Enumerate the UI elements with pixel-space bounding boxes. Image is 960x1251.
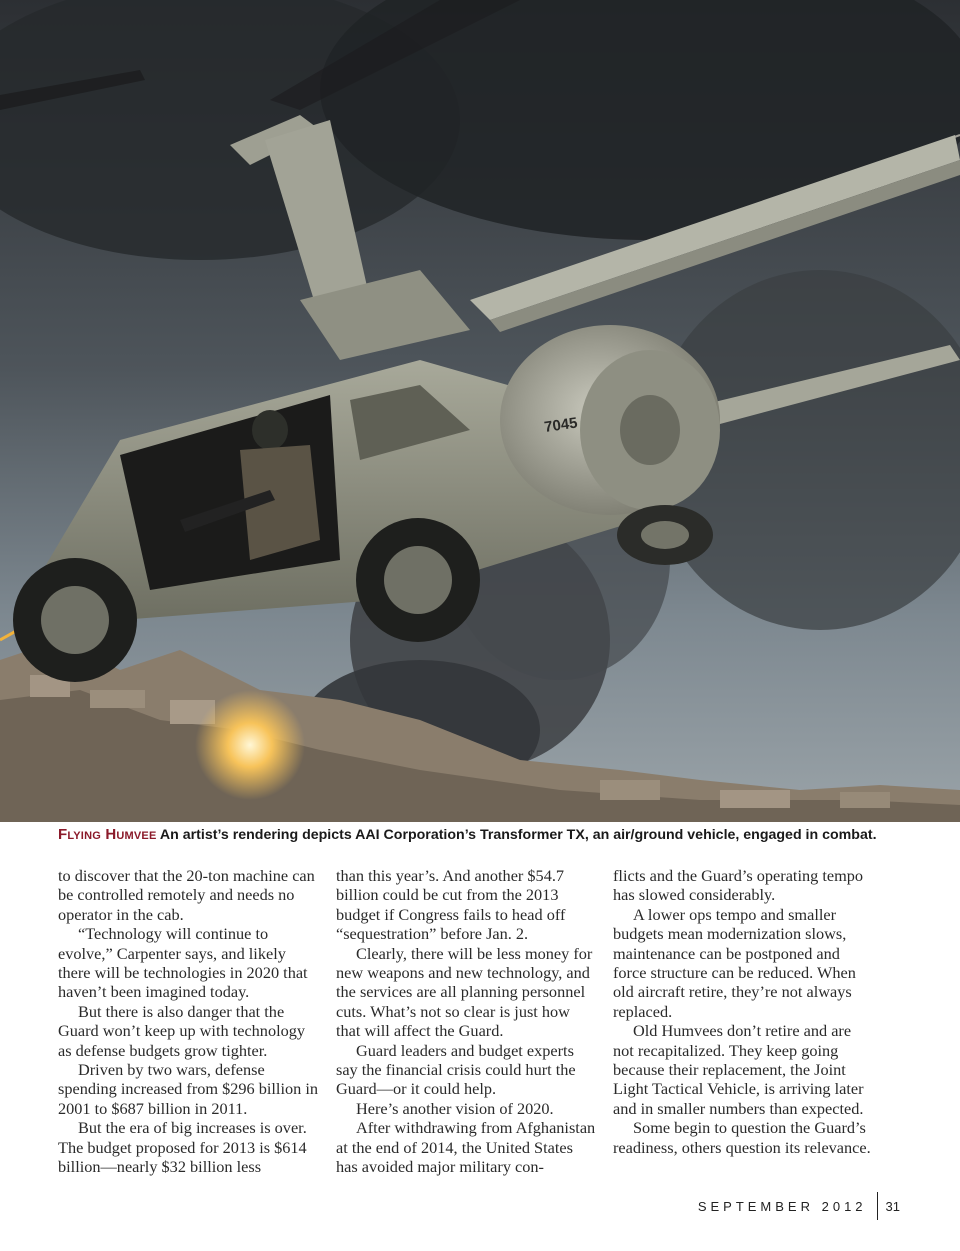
paragraph: “Technology will continue to evolve,” Carpenter says, and likely there will be technologies in 2020 that haven’t been imagined today. (58, 924, 308, 1002)
paragraph: But the era of big increases is over. The budget proposed for 2013 is $614 billion—nearly $32 billion less (58, 1118, 307, 1177)
footer-divider (877, 1192, 878, 1220)
caption-text: An artist’s rendering depicts AAI Corporation’s Transformer TX, an air/ground vehicle, engaged in combat. (159, 827, 877, 843)
paragraph: flicts and the Guard’s operating tempo has slowed considerably. (613, 866, 864, 905)
tail-number: 7045 (543, 414, 579, 436)
paragraph: to discover that the 20-ton machine can be controlled remotely and needs no operator in the cab. (58, 866, 315, 924)
text-column-1 (58, 866, 318, 1177)
issue-date: SEPTEMBER 2012 (697, 1198, 867, 1214)
paragraph: Some begin to question the Guard’s readiness, others question its relevance. (613, 1118, 871, 1157)
page-footer (698, 1191, 900, 1221)
paragraph: Here’s another vision of 2020. (356, 1098, 554, 1118)
paragraph: Guard leaders and budget experts say the financial crisis could hurt the Guard—or it could help. (336, 1040, 576, 1099)
page-number: 31 (885, 1198, 900, 1214)
paragraph: A lower ops tempo and smaller budgets mean modernization slows, maintenance can be postponed and force structure can be reduced. When old aircraft retire, they’re not always replaced. (613, 904, 856, 1021)
paragraph: Clearly, there will be less money for new weapons and new technology, and the services are all planning personnel cuts. What’s not so clear is just how that will affect the Guard. (336, 943, 593, 1041)
paragraph: Driven by two wars, defense spending increased from $296 billion in 2001 to $687 billion in 2011. (58, 1060, 318, 1118)
photo-caption (58, 826, 938, 844)
paragraph: than this year’s. And another $54.7 billion could be cut from the 2013 budget if Congress fails to head off “sequestration” before Jan. 2. (336, 866, 566, 944)
caption-kicker: Flying Humvee (58, 826, 157, 843)
paragraph: Old Humvees don’t retire and are not recapitalized. They keep going because their replacement, the Joint Light Tactical Vehicle, is arriving later and in smaller numbers than expected. (613, 1021, 864, 1118)
text-column-3 (613, 866, 873, 1157)
paragraph: After withdrawing from Afghanistan at the end of 2014, the United States has avoided major military con- (336, 1118, 596, 1177)
paragraph: But there is also danger that the Guard won’t keep up with technology as defense budgets grow tighter. (58, 1001, 306, 1060)
text-column-2 (336, 866, 596, 1177)
